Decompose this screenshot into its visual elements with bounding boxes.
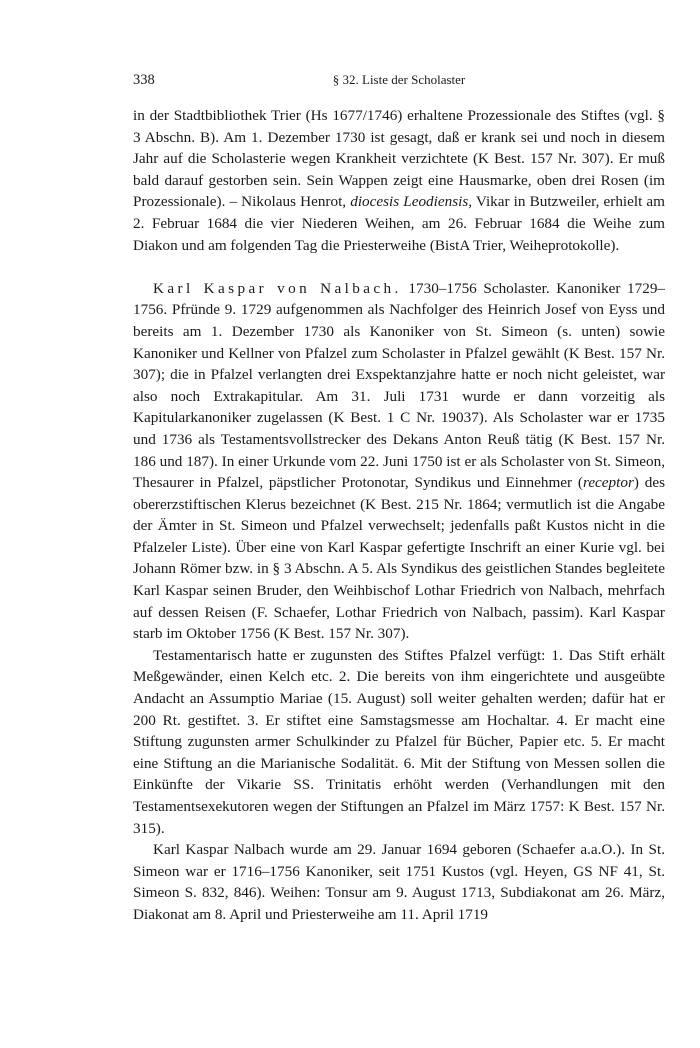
paragraph-biography: Karl Kaspar Nalbach wurde am 29. Januar 1694 geboren (Schaefer a.a.O.). In St. Simeon war er 1716–1756 Kanoniker, seit 1751 Kustos (vgl. Heyen, GS NF 41, St. Simeon S. 832, 846). Weihen: Tonsur am 9. August 1713, Subdiakonat am 26. März, Diakonat am 8. April und Priesterweihe am 11. April 1719 [133, 841, 665, 923]
paragraph-testament: Testamentarisch hatte er zugunsten des Stiftes Pfalzel verfügt: 1. Das Stift erhält Meßgewänder, einen Kelch etc. 2. Die bereits von ihm eingerichtete und ausgeübte Andacht an Assumptio Mariae (15. August) soll weiter gehalten werden; dafür hat er 200 Rt. gestiftet. 3. Er stiftet eine Samstagsmesse am Hochaltar. 4. Er macht eine Stiftung zugunsten armer Schulkinder zu Pfalzel für Bücher, Papier etc. 5. Er macht eine Stiftung an die Marianische Sodalität. 6. Mit der Stiftung von Messen sollen die Einkünfte der Vikarie SS. Trinitatis erhöht werden (Verhandlungen mit den Testamentsexekutoren wegen der Stiftungen an Pfalzel im März 1757: K Best. 157 Nr. 315). [133, 646, 665, 837]
page-number: 338 [133, 72, 155, 88]
text-run: in der Stadtbibliothek Trier (Hs 1677/1746) erhaltene Prozessionale des Stiftes (vgl. § 3 Abschn. B). Am 1. Dezember 1730 ist gesagt, daß er krank sei und noch in diesem Jahr auf die Scholasterie wegen Krankheit verzichtete (K Best. 157 Nr. 307). Er muß bald darauf gestorben sein. Sein Wappen zeigt eine Hausmarke, oben drei Rosen (im Prozessionale). – Nikolaus Henrot, [133, 107, 665, 211]
body-text [133, 105, 665, 926]
running-title: § 32. Liste der Scholaster [332, 72, 466, 87]
italic-text: diocesis Leodiensis, [350, 193, 473, 211]
entry-name: Karl Kaspar von Nalbach. [153, 279, 402, 297]
paragraph-continuation [133, 105, 665, 256]
text-run: ) des obererzstiftischen Klerus bezeichnet (K Best. 215 Nr. 1864; vermutlich ist die Angabe der Ämter in St. Simeon und Pfalzel verwechselt; jedenfalls paßt Kustos nicht in die Pfalzeler Liste). Über eine von Karl Kaspar gefertigte Inschrift an einer Kurie vgl. bei Johann Römer bzw. in § 3 Abschn. A 5. Als Syndikus des geistlichen Standes begleitete Karl Kaspar seinen Bruder, den Weihbischof Lothar Friedrich von Nalbach, mehrfach auf dessen Reisen (F. Schaefer, Lothar Friedrich von Nalbach, passim). Karl Kaspar starb im Oktober 1756 (K Best. 157 Nr. 307). [133, 474, 665, 643]
italic-text: receptor [582, 474, 634, 492]
page-header [133, 72, 665, 92]
text-run: Vikar in Butzweiler, erhielt am 2. Februar 1684 die vier Niederen Weihen, am 26. Februar 1684 die Weihe zum Diakon und am folgenden Tag die Priesterweihe (BistA Trier, Weiheprotokolle). [133, 193, 665, 254]
text-run: 1730–1756 Scholaster. Kanoniker 1729–1756. Pfründe 9. 1729 aufgenommen als Nachfolger des Heinrich Josef von Eyss und bereits am 1. Dezember 1730 als Kanoniker von St. Simeon (s. unten) sowie Kanoniker und Kellner von Pfalzel zum Scholaster in Pfalzel gewählt (K Best. 157 Nr. 307); die in Pfalzel verlangten drei Exspektanzjahre hatte er noch nicht geleistet, war also noch Extrakapitular. Am 31. Juli 1731 wurde er dann vorzeitig als Kapitularkanoniker zugelassen (K Best. 1 C Nr. 19037). Als Scholaster war er 1735 und 1736 als Testamentsvollstrecker des Dekans Anton Reuß tätig (K Best. 157 Nr. 186 und 187). In einer Urkunde vom 22. Juni 1750 ist er als Scholaster von St. Simeon, Thesaurer in Pfalzel, päpstlicher Protonotar, Syndikus und Einnehmer ( [133, 279, 666, 492]
paragraph-entry-karl-kaspar [133, 278, 665, 645]
